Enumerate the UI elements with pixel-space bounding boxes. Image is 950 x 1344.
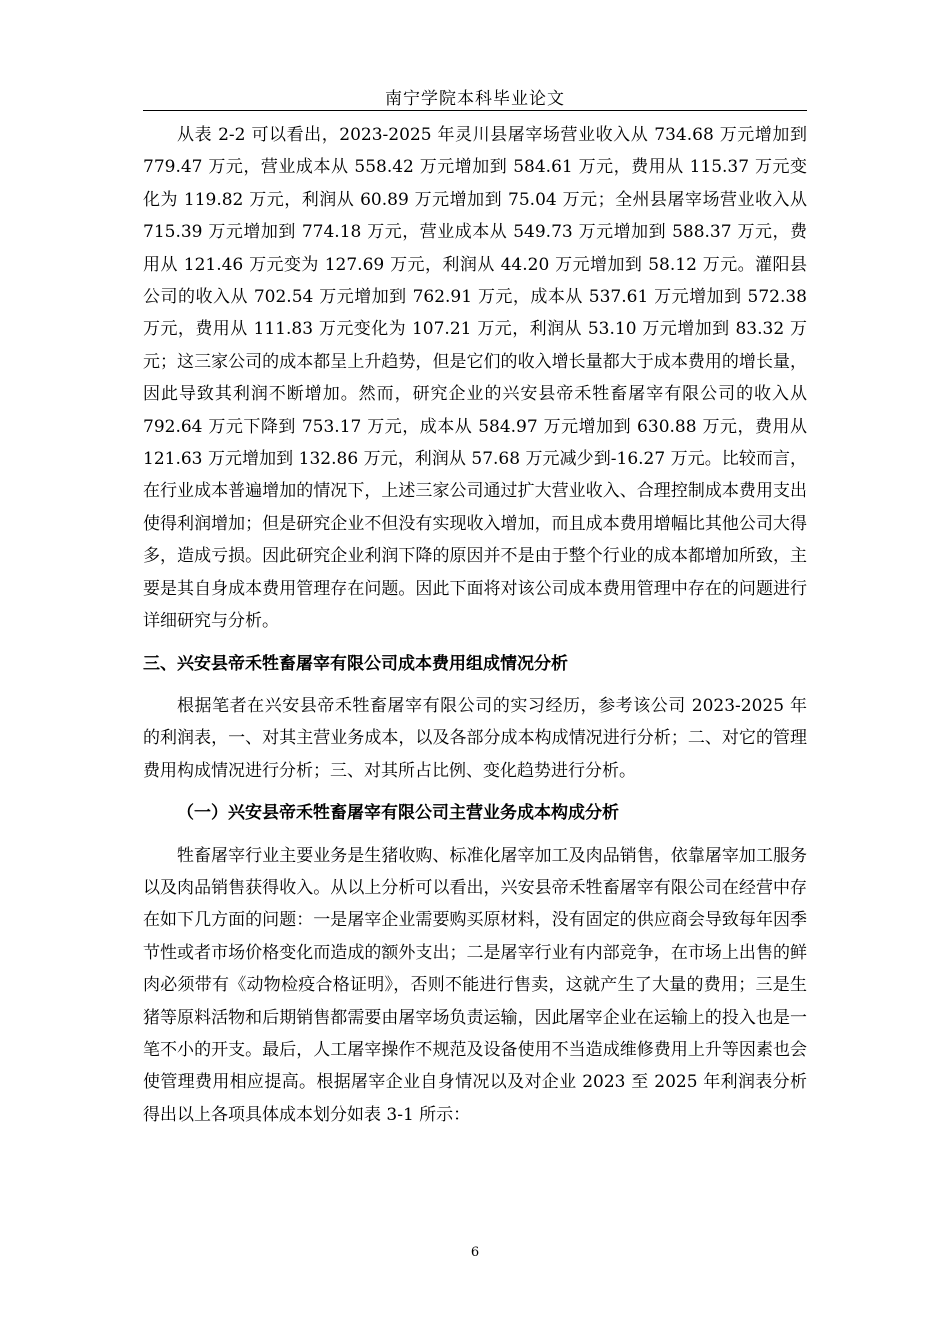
- paragraph-cost-composition: 牲畜屠宰行业主要业务是生猪收购、标准化屠宰加工及肉品销售，依靠屠宰加工服务以及肉品销售获得收入。从以上分析可以看出，兴安县帝禾牲畜屠宰有限公司在经营中存在如下几方面的问题：一是屠宰企业需要购买原材料，没有固定的供应商会导致每年因季节性或者市场价格变化而造成的额外支出；二是屠宰行业有内部竞争，在市场上出售的鲜肉必须带有《动物检疫合格证明》，否则不能进行售卖，这就产生了大量的费用；三是生猪等原料活物和后期销售都需要由屠宰场负责运输，因此屠宰企业在运输上的投入也是一笔不小的开支。最后，人工屠宰操作不规范及设备使用不当造成维修费用上升等因素也会使管理费用相应提高。根据屠宰企业自身情况以及对企业 2023 至 2025 年利润表分析得出以上各项具体成本划分如表 3-1 所示：: [143, 845, 807, 1125]
- section-heading: 三、兴安县帝禾牲畜屠宰有限公司成本费用组成情况分析: [143, 653, 568, 674]
- paragraph-section-intro: 根据笔者在兴安县帝禾牲畜屠宰有限公司的实习经历，参考该公司 2023-2025 年的利润表，一、对其主营业务成本，以及各部分成本构成情况进行分析；二、对它的管理费用构成情况进行分析；三、对其所占比例、变化趋势进行分析。: [143, 695, 807, 781]
- page-body: [143, 119, 807, 1131]
- page-header-title: 南宁学院本科毕业论文: [385, 89, 565, 109]
- header-divider: [143, 110, 807, 111]
- paragraph-comparison-analysis: 从表 2-2 可以看出，2023-2025 年灵川县屠宰场营业收入从 734.68 万元增加到 779.47 万元，营业成本从 558.42 万元增加到 584.61 万元，费用从 115.37 万元变化为 119.82 万元，利润从 60.89 万元增加到 75.04 万元；全州县屠宰场营业收入从 715.39 万元增加到 774.18 万元，营业成本从 549.73 万元增加到 588.37 万元，费用从 121.46 万元变为 127.69 万元，利润从 44.20 万元增加到 58.12 万元。灌阳县公司的收入从 702.54 万元增加到 762.91 万元，成本从 537.61 万元增加到 572.38 万元，费用从 111.83 万元变化为 107.21 万元，利润从 53.10 万元增加到 83.32 万元；这三家公司的成本都呈上升趋势，但是它们的收入增长量都大于成本费用的增长量，因此导致其利润不断增加。然而，研究企业的兴安县帝禾牲畜屠宰有限公司的收入从 792.64 万元下降到 753.17 万元，成本从 584.97 万元增加到 630.88 万元，费用从 121.63 万元增加到 132.86 万元，利润从 57.68 万元减少到-16.27 万元。比较而言，在行业成本普遍增加的情况下，上述三家公司通过扩大营业收入、合理控制成本费用支出使得利润增加；但是研究企业不但没有实现收入增加，而且成本费用增幅比其他公司大得多，造成亏损。因此研究企业利润下降的原因并不是由于整个行业的成本都增加所致，主要是其自身成本费用管理存在问题。因此下面将对该公司成本费用管理中存在的问题进行详细研究与分析。: [143, 125, 807, 632]
- page-number: 6: [470, 1245, 480, 1260]
- subsection-heading: （一）兴安县帝禾牲畜屠宰有限公司主营业务成本构成分析: [177, 803, 619, 824]
